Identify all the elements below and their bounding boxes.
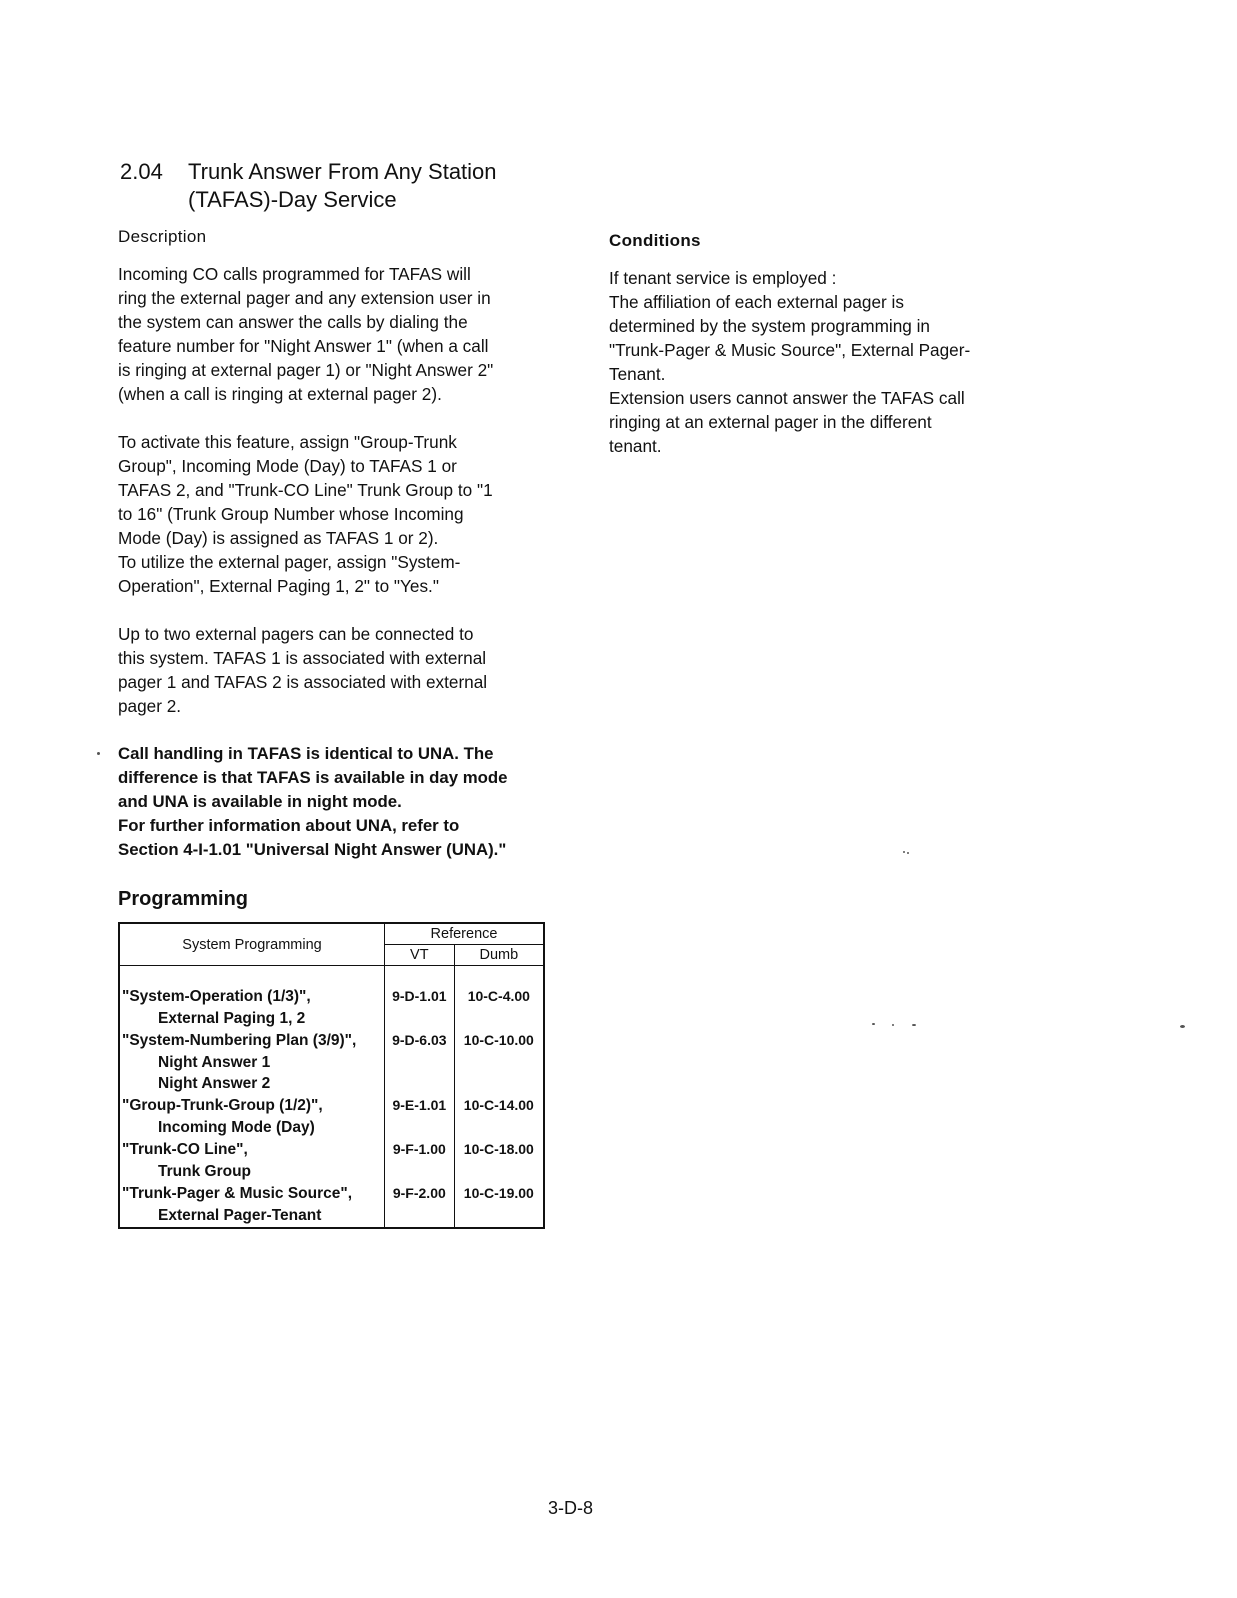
description-paragraph-4: Call handling in TAFAS is identical to UNA. The difference is that TAFAS is available in day mode and UNA is available in night mode. For further information about UNA, refer to Section 4-I-1.01 "Universal Night Answer (UNA)." bbox=[118, 744, 508, 859]
description-heading: Description bbox=[118, 227, 207, 246]
conditions-text: If tenant service is employed : The affiliation of each external pager is determined by the system programming in "Trunk-Pager & Music Source", External Pager- Tenant. Extension users cannot answer the TAFAS call ringing at an external pager in the different tenant. bbox=[609, 268, 971, 456]
table-item: "Trunk-Pager & Music Source", bbox=[122, 1185, 353, 1202]
table-item: "Group-Trunk-Group (1/2)", bbox=[122, 1097, 323, 1114]
dumb-reference: 10-C-18.00 bbox=[463, 1141, 534, 1157]
left-column bbox=[118, 226, 558, 1229]
section-title-line1: Trunk Answer From Any Station bbox=[188, 159, 497, 184]
vt-reference: 9-E-1.01 bbox=[392, 1097, 447, 1113]
section-heading bbox=[120, 158, 580, 214]
header-reference: Reference bbox=[385, 923, 545, 945]
right-column bbox=[609, 230, 1049, 482]
vt-reference: 9-D-1.01 bbox=[392, 988, 447, 1004]
table-subitem: Night Answer 1 bbox=[158, 1053, 271, 1071]
table-cell-system bbox=[119, 986, 385, 1228]
page-number: 3-D-8 bbox=[548, 1498, 594, 1518]
table-item: "System-Operation (1/3)", bbox=[122, 988, 311, 1005]
table-subitem: Trunk Group bbox=[158, 1162, 251, 1180]
table-row bbox=[122, 1183, 384, 1227]
header-vt: VT bbox=[385, 945, 455, 966]
section-title-line2: (TAFAS)-Day Service bbox=[188, 187, 397, 212]
table-row bbox=[122, 1030, 384, 1095]
table-subitem: Incoming Mode (Day) bbox=[158, 1118, 315, 1136]
conditions-heading: Conditions bbox=[609, 231, 701, 250]
scan-speck bbox=[912, 1024, 916, 1026]
header-dumb: Dumb bbox=[454, 945, 544, 966]
scan-speck bbox=[907, 852, 909, 854]
table-item: "Trunk-CO Line", bbox=[122, 1141, 248, 1158]
table-row bbox=[122, 1139, 384, 1183]
table-cell-vt bbox=[385, 986, 455, 1228]
header-system-programming: System Programming bbox=[119, 923, 385, 966]
scan-speck bbox=[1180, 1025, 1185, 1028]
table-subitem: External Paging 1, 2 bbox=[158, 1009, 306, 1027]
vt-reference: 9-F-1.00 bbox=[392, 1141, 446, 1157]
table-subitem: External Pager-Tenant bbox=[158, 1206, 322, 1224]
programming-heading: Programming bbox=[118, 888, 249, 910]
scan-speck bbox=[892, 1024, 894, 1026]
table-subitem: Night Answer 2 bbox=[158, 1075, 271, 1093]
dumb-reference: 10-C-4.00 bbox=[467, 988, 530, 1004]
dumb-reference: 10-C-10.00 bbox=[463, 1032, 534, 1048]
table-row bbox=[122, 1095, 384, 1139]
table-item: "System-Numbering Plan (3/9)", bbox=[122, 1032, 357, 1049]
scan-speck bbox=[872, 1023, 875, 1025]
description-paragraph-1: Incoming CO calls programmed for TAFAS will ring the external pager and any extension user in the system can answer the calls by dialing the feature number for "Night Answer 1" (when a call is ringing at external pager 1) or "Night Answer 2" (when a call is ringing at external pager 2). bbox=[118, 264, 494, 404]
vt-reference: 9-D-6.03 bbox=[392, 1032, 447, 1048]
description-paragraph-2: To activate this feature, assign "Group-Trunk Group", Incoming Mode (Day) to TAFAS 1 or TAFAS 2, and "Trunk-CO Line" Trunk Group to "1 to 16" (Trunk Group Number whose Incoming Mode (Day) is assigned as TAFAS 1 or 2). To utilize the external pager, assign "System- Operation", External Paging 1, 2" to "Yes." bbox=[118, 432, 493, 596]
dumb-reference: 10-C-14.00 bbox=[463, 1097, 534, 1113]
section-number: 2.04 bbox=[120, 159, 163, 184]
description-paragraph-3: Up to two external pagers can be connected to this system. TAFAS 1 is associated with external pager 1 and TAFAS 2 is associated with external pager 2. bbox=[118, 624, 488, 716]
table-cell-dumb bbox=[454, 986, 544, 1228]
vt-reference: 9-F-2.00 bbox=[392, 1185, 446, 1201]
scan-speck bbox=[903, 851, 905, 853]
scan-speck bbox=[97, 752, 100, 755]
programming-table bbox=[118, 922, 545, 1229]
table-row bbox=[122, 986, 384, 1030]
dumb-reference: 10-C-19.00 bbox=[463, 1185, 534, 1201]
